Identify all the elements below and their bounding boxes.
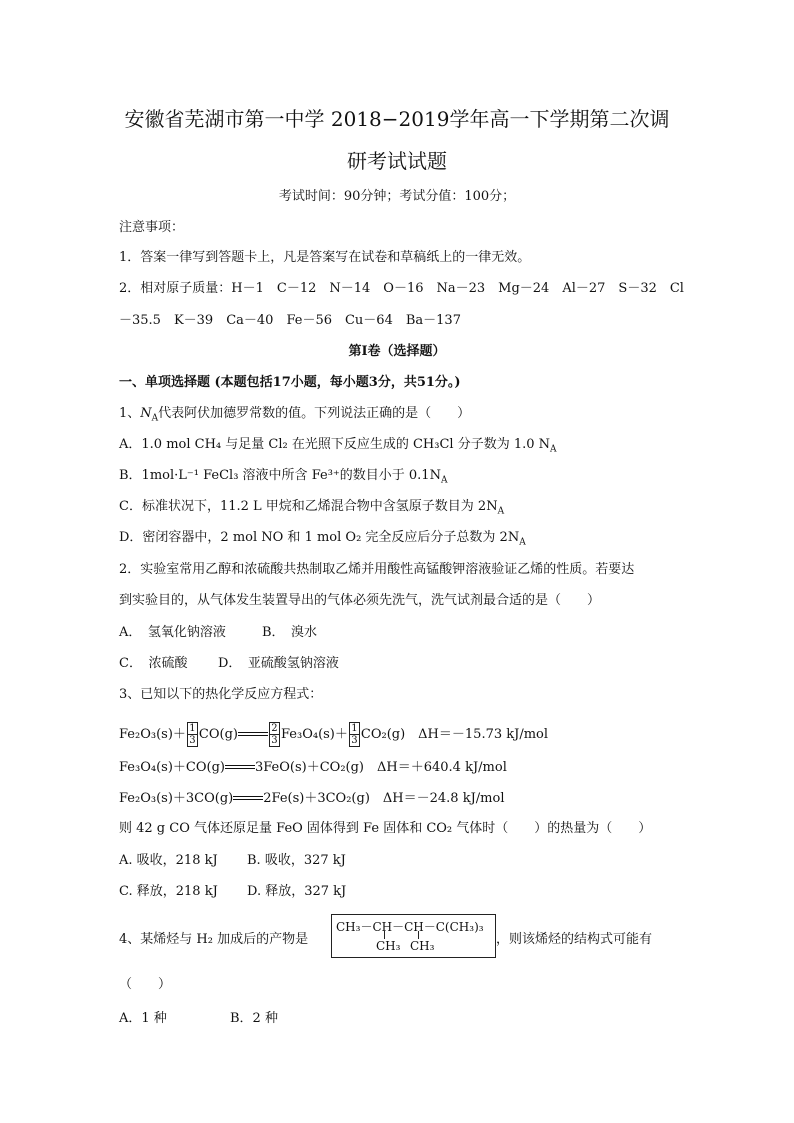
q3-fraction-3-den: 3 bbox=[351, 735, 358, 746]
part1-heading: 一、单项选择题 (本题包括17小题，每小题3分，共51分。) bbox=[119, 375, 461, 390]
question-4-stem-pre: 4、某烯烃与 H₂ 加成后的产物是 bbox=[119, 932, 309, 947]
exam-title-line2: 研考试试题 bbox=[347, 149, 447, 173]
q3-question: 则 42 g CO 气体还原足量 FeO 固体得到 Fe 固体和 CO₂ 气体时（ ）的热量为（ ） bbox=[119, 821, 652, 836]
exam-title-line1: 安徽省芜湖市第一中学 2018−2019学年高一下学期第二次调 bbox=[124, 107, 670, 131]
q3-option-d: D. 释放，327 kJ bbox=[247, 884, 347, 899]
q1-option-b-text: B．1mol·L⁻¹ FeCl₃ 溶液中所含 Fe³⁺的数目小于 0.1N bbox=[119, 468, 441, 483]
q3-eq1-part-d: CO₂(g) ΔH＝－15.73 kJ/mol bbox=[360, 727, 549, 742]
q2-option-c: C． 浓硫酸 bbox=[119, 656, 188, 671]
note-2-line1: 2．相对原子质量：H－1 C－12 N－14 O－16 Na－23 Mg－24 Al－27 S－32 Cl bbox=[119, 281, 684, 296]
q1-na-symbol: N bbox=[140, 406, 152, 421]
q1-option-c bbox=[119, 498, 504, 516]
q1-option-d-text: D．密闭容器中，2 mol NO 和 1 mol O₂ 完全反应后分子总数为 2N bbox=[119, 530, 520, 545]
q1-option-c-text: C．标准状况下，11.2 L 甲烷和乙烯混合物中含氢原子数目为 2N bbox=[119, 499, 498, 514]
note-2-line2: －35.5 K－39 Ca－40 Fe－56 Cu－64 Ba－137 bbox=[119, 313, 461, 328]
question-2-stem-line1: 2．实验室常用乙醇和浓硫酸共热制取乙烯并用酸性高锰酸钾溶液验证乙烯的性质。若要达 bbox=[119, 562, 635, 577]
q3-fraction-1 bbox=[187, 722, 198, 747]
q1-stem-text: 代表阿伏加德罗常数的值。下列说法正确的是（ ） bbox=[158, 406, 471, 421]
q3-equation-1 bbox=[119, 722, 548, 748]
q3-fraction-3-num: 1 bbox=[351, 723, 358, 734]
q3-eq3-part-b: 2Fe(s)＋3CO₂(g) ΔH＝－24.8 kJ/mol bbox=[263, 791, 505, 806]
q3-eq1-part-b: CO(g) bbox=[198, 727, 238, 742]
q1-number: 1、 bbox=[119, 406, 141, 421]
q3-fraction-1-num: 1 bbox=[189, 723, 196, 734]
note-1: 1．答案一律写到答题卡上，凡是答案写在试卷和草稿纸上的一律无效。 bbox=[119, 250, 531, 265]
q1-option-b bbox=[119, 467, 447, 485]
struct-branch-2: CH₃ bbox=[410, 939, 435, 953]
q4-structural-formula bbox=[331, 914, 496, 958]
q2-option-a: A． 氢氧化钠溶液 bbox=[119, 625, 226, 640]
q3-equation-3 bbox=[119, 790, 504, 808]
q2-option-b: B． 溴水 bbox=[262, 625, 318, 640]
q2-option-d: D． 亚硫酸氢钠溶液 bbox=[218, 656, 339, 671]
q3-equation-2 bbox=[119, 759, 507, 777]
q3-fraction-2-den: 3 bbox=[271, 735, 278, 746]
q3-option-c: C. 释放，218 kJ bbox=[119, 884, 218, 899]
q3-fraction-3 bbox=[349, 722, 360, 747]
q3-fraction-2-num: 2 bbox=[271, 723, 278, 734]
q1-option-a-text: A．1.0 mol CH₄ 与足量 Cl₂ 在光照下反应生成的 CH₃Cl 分子数为 1.0 N bbox=[119, 437, 551, 452]
struct-branch-1: CH₃ bbox=[376, 939, 401, 953]
q1-na-sub: A bbox=[151, 413, 159, 424]
bond-line-2 bbox=[418, 931, 419, 939]
q3-option-b: B. 吸收，327 kJ bbox=[247, 853, 346, 868]
q3-fraction-2 bbox=[269, 722, 280, 747]
q4-option-b: B．2 种 bbox=[230, 1011, 278, 1026]
q1-option-d bbox=[119, 529, 526, 547]
exam-info: 考试时间：90分钟；考试分值：100分； bbox=[278, 189, 516, 204]
q3-eq1-part-a: Fe₂O₃(s)＋ bbox=[119, 727, 186, 742]
equals-sign-icon bbox=[233, 796, 263, 802]
equals-sign-icon bbox=[225, 765, 255, 771]
bond-line-1 bbox=[384, 931, 385, 939]
struct-main-chain: CH₃－CH－CH－C(CH₃)₃ bbox=[336, 920, 484, 934]
question-1-stem bbox=[119, 405, 470, 423]
q3-option-a: A. 吸收，218 kJ bbox=[119, 853, 218, 868]
equals-sign-icon bbox=[238, 732, 268, 738]
q4-answer-paren: （ ） bbox=[119, 977, 172, 992]
q1-option-b-sub: A bbox=[440, 475, 448, 486]
q4-option-a: A．1 种 bbox=[119, 1011, 167, 1026]
question-3-stem: 3、已知以下的热化学反应方程式： bbox=[119, 687, 323, 702]
q3-eq1-part-c: Fe₃O₄(s)＋ bbox=[280, 727, 348, 742]
q3-fraction-1-den: 3 bbox=[189, 735, 196, 746]
q1-option-a bbox=[119, 436, 557, 454]
q3-eq3-part-a: Fe₂O₃(s)＋3CO(g) bbox=[119, 791, 234, 806]
q1-option-c-sub: A bbox=[497, 506, 505, 517]
q3-eq2-part-a: Fe₃O₄(s)＋CO(g) bbox=[119, 760, 225, 775]
notes-heading: 注意事项： bbox=[119, 220, 185, 235]
q1-option-d-sub: A bbox=[519, 537, 526, 548]
q3-eq2-part-b: 3FeO(s)＋CO₂(g) ΔH＝＋640.4 kJ/mol bbox=[254, 760, 507, 775]
volume-heading: 第Ⅰ卷（选择题） bbox=[348, 344, 446, 359]
question-2-stem-line2: 到实验目的，从气体发生装置导出的气体必须先洗气，洗气试剂最合适的是（ ） bbox=[119, 593, 601, 608]
question-4-stem-post: ，则该烯烃的结构式可能有 bbox=[496, 932, 653, 947]
q1-option-a-sub: A bbox=[550, 444, 557, 455]
